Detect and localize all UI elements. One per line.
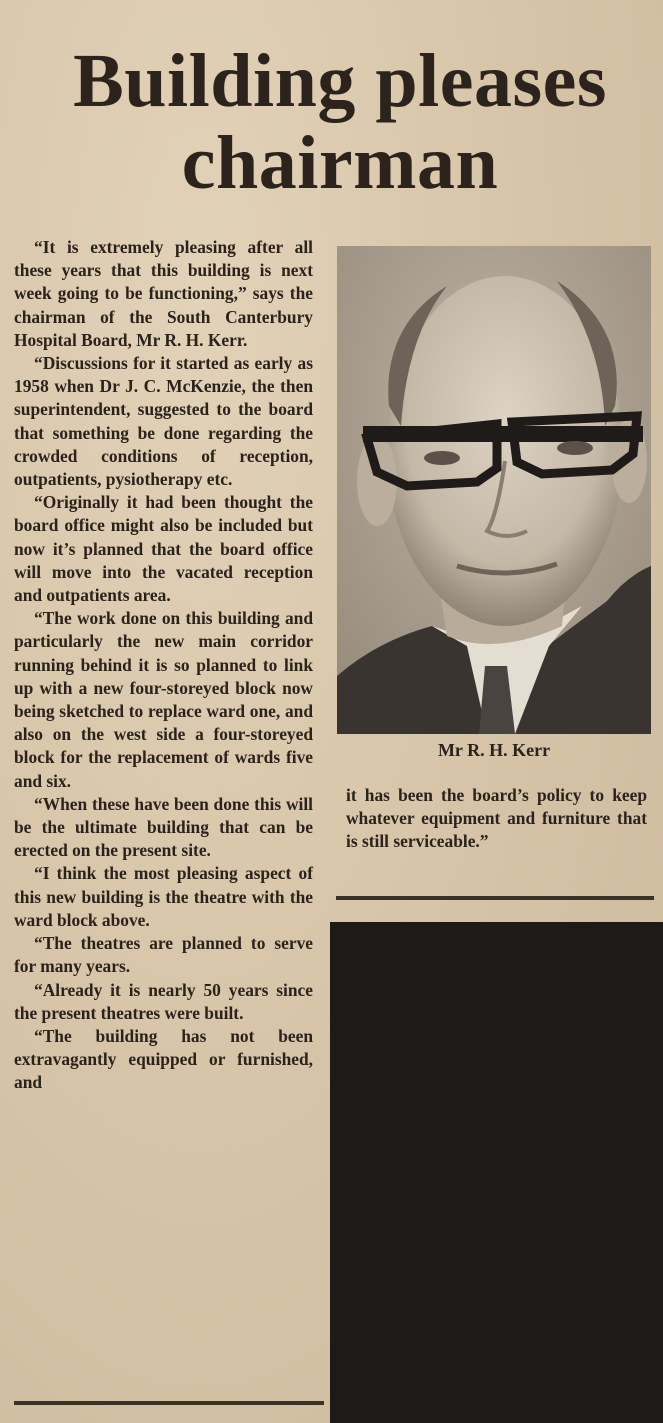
- headline: Building pleases chairman: [73, 39, 607, 205]
- paragraph: “When these have been done this will be the ultimate building that can be erected on the present site.: [14, 793, 313, 861]
- article-right-column: [346, 784, 647, 854]
- paragraph: “The theatres are planned to serve for many years.: [14, 933, 313, 977]
- paragraph: “I think the most pleasing aspect of this new building is the theatre with the ward block above.: [14, 863, 313, 930]
- portrait-photo: [337, 246, 651, 734]
- glasses-brow-bar: [363, 426, 643, 442]
- photo-caption: Mr R. H. Kerr: [437, 740, 551, 760]
- article-left-column: [14, 236, 313, 1095]
- paragraph: “The building has not been extravagantly equipped or furnished, and: [14, 1025, 313, 1093]
- paragraph: “It is extremely pleasing after all these years that this building is next week going to be functioning,” says the chairman of the South Canterbury Hospital Board, Mr R. H. Kerr.: [14, 237, 313, 350]
- paragraph: “Discussions for it started as early as 1958 when Dr J. C. McKenzie, the then superintendent, suggested to the board that something be done regarding the crowded conditions of reception, outpatients, pysiotherapy etc.: [14, 353, 313, 490]
- column-divider-rule: [336, 896, 654, 900]
- paragraph: it has been the board’s policy to keep whatever equipment and furniture that is still serviceable.”: [346, 785, 647, 852]
- paragraph: “The work done on this building and particularly the new main corridor running behind it is so planned to link up with a new four-storeyed block now being sketched to replace ward one, and also on the west side a four-storeyed block for the replacement of wards five and six.: [14, 608, 313, 791]
- bottom-rule: [14, 1401, 324, 1405]
- paragraph: “Already it is nearly 50 years since the present theatres were built.: [14, 979, 313, 1023]
- portrait-illustration: [337, 246, 651, 734]
- paragraph: “Originally it had been thought the board office might also be included but now it’s planned that the board office will move into the vacated reception and outpatients area.: [14, 492, 313, 606]
- adjacent-dark-panel: [330, 922, 663, 1423]
- left-eye: [424, 451, 460, 465]
- right-eye: [557, 441, 593, 455]
